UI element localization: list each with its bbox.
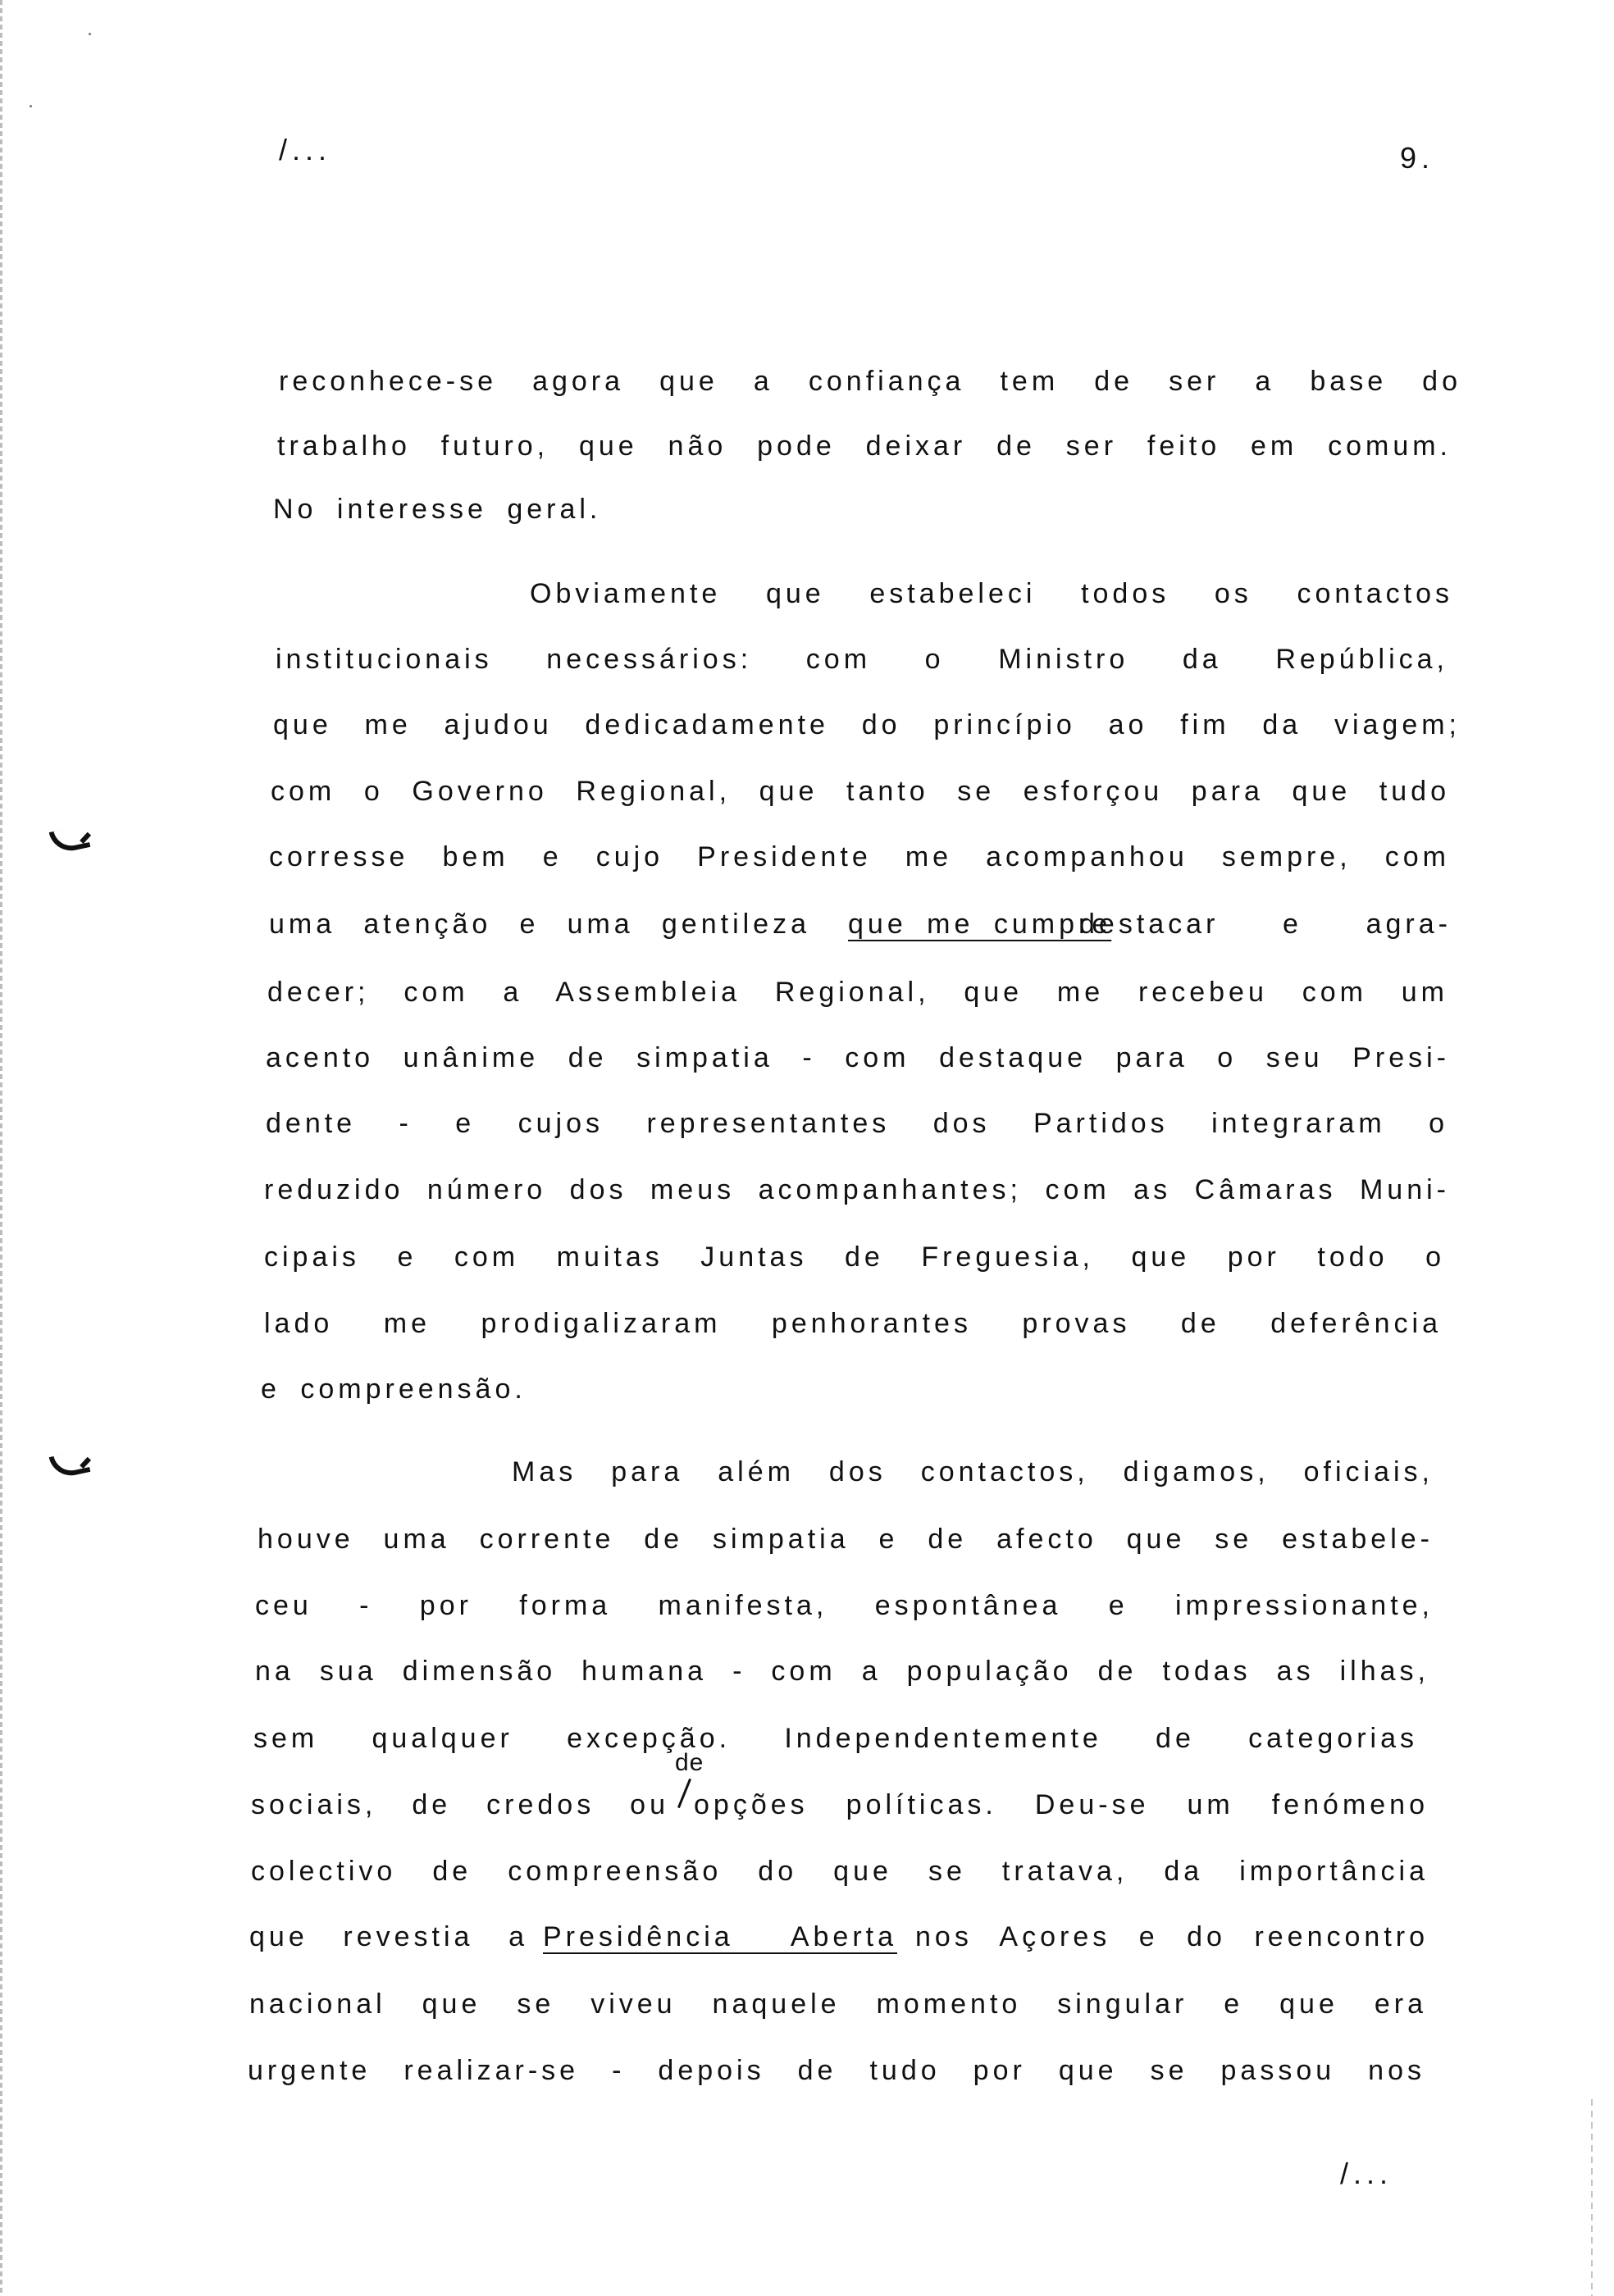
page-number: 9. [1400,141,1435,175]
text-line: dente - e cujos representantes dos Partidos integraram o [266,1108,1448,1139]
text-line: houve uma corrente de simpatia e de afecto que se estabele- [258,1524,1434,1555]
insertion-caret [677,1779,691,1808]
text-line: trabalho futuro, que não pode deixar de ser feito em comum. [277,430,1452,462]
text-line: urgente realizar-se - depois de tudo por que se passou nos [248,2055,1425,2086]
footer-continuation-mark: /... [1340,2157,1393,2190]
text-line: cipais e com muitas Juntas de Freguesia, que por todo o [264,1241,1445,1273]
text-line: acento unânime de simpatia - com destaque para o seu Presi- [266,1042,1450,1073]
text-line: na sua dimensão humana - com a população de todas as ilhas, [255,1656,1429,1687]
scan-speck [30,105,32,107]
text-line: destacar e agra- [1079,909,1452,940]
scan-left-edge [0,0,2,2296]
text-line: nos Açores e do reencontro [915,1921,1429,1952]
underlined-title: Presidência Aberta [543,1921,897,1952]
text-line: corresse bem e cujo Presidente me acompanhou sempre, com [269,841,1450,872]
header-continuation-mark: /... [279,133,332,166]
text-line: reduzido número dos meus acompanhantes; com as Câmaras Muni- [264,1174,1450,1205]
scan-speck [89,33,91,35]
text-line: e compreensão. [261,1374,527,1405]
text-line: institucionais necessários: com o Ministro da República, [276,644,1448,675]
text-line: sem qualquer excepção. Independentemente de categorias [253,1723,1418,1754]
text-line: decer; com a Assembleia Regional, que me recebeu com um [267,977,1448,1008]
text-line: ceu - por forma manifesta, espontânea e impressionante, [255,1590,1434,1621]
text-line: uma atenção e uma gentileza [269,909,810,940]
text-line: sociais, de credos ou [251,1789,669,1820]
scan-right-edge [1591,2099,1593,2296]
paragraph-start-line: Mas para além dos contactos, digamos, oficiais, [512,1456,1434,1487]
text-line: que revestia a [249,1921,528,1952]
text-line: lado me prodigalizaram penhorantes provas de deferência [264,1308,1442,1339]
text-line: colectivo de compreensão do que se tratava, da importância [251,1856,1429,1887]
text-line: que me ajudou dedicadamente do princípio ao fim da viagem; [273,709,1461,740]
margin-bracket-mark [49,825,91,855]
paragraph-start-line: Obviamente que estabeleci todos os contactos [530,578,1453,609]
text-line: opções políticas. Deu-se um fenómeno [694,1789,1429,1820]
text-line: com o Governo Regional, que tanto se esforçou para que tudo [271,776,1450,807]
text-line: nacional que se viveu naquele momento singular e que era [249,1988,1427,2020]
text-line: No interesse geral. [273,494,602,525]
margin-bracket-mark [49,1450,91,1480]
handwritten-insertion: de [675,1749,704,1776]
underlined-phrase: que me cumpre [848,909,1112,940]
text-line: reconhece-se agora que a confiança tem de ser a base do [279,366,1461,397]
